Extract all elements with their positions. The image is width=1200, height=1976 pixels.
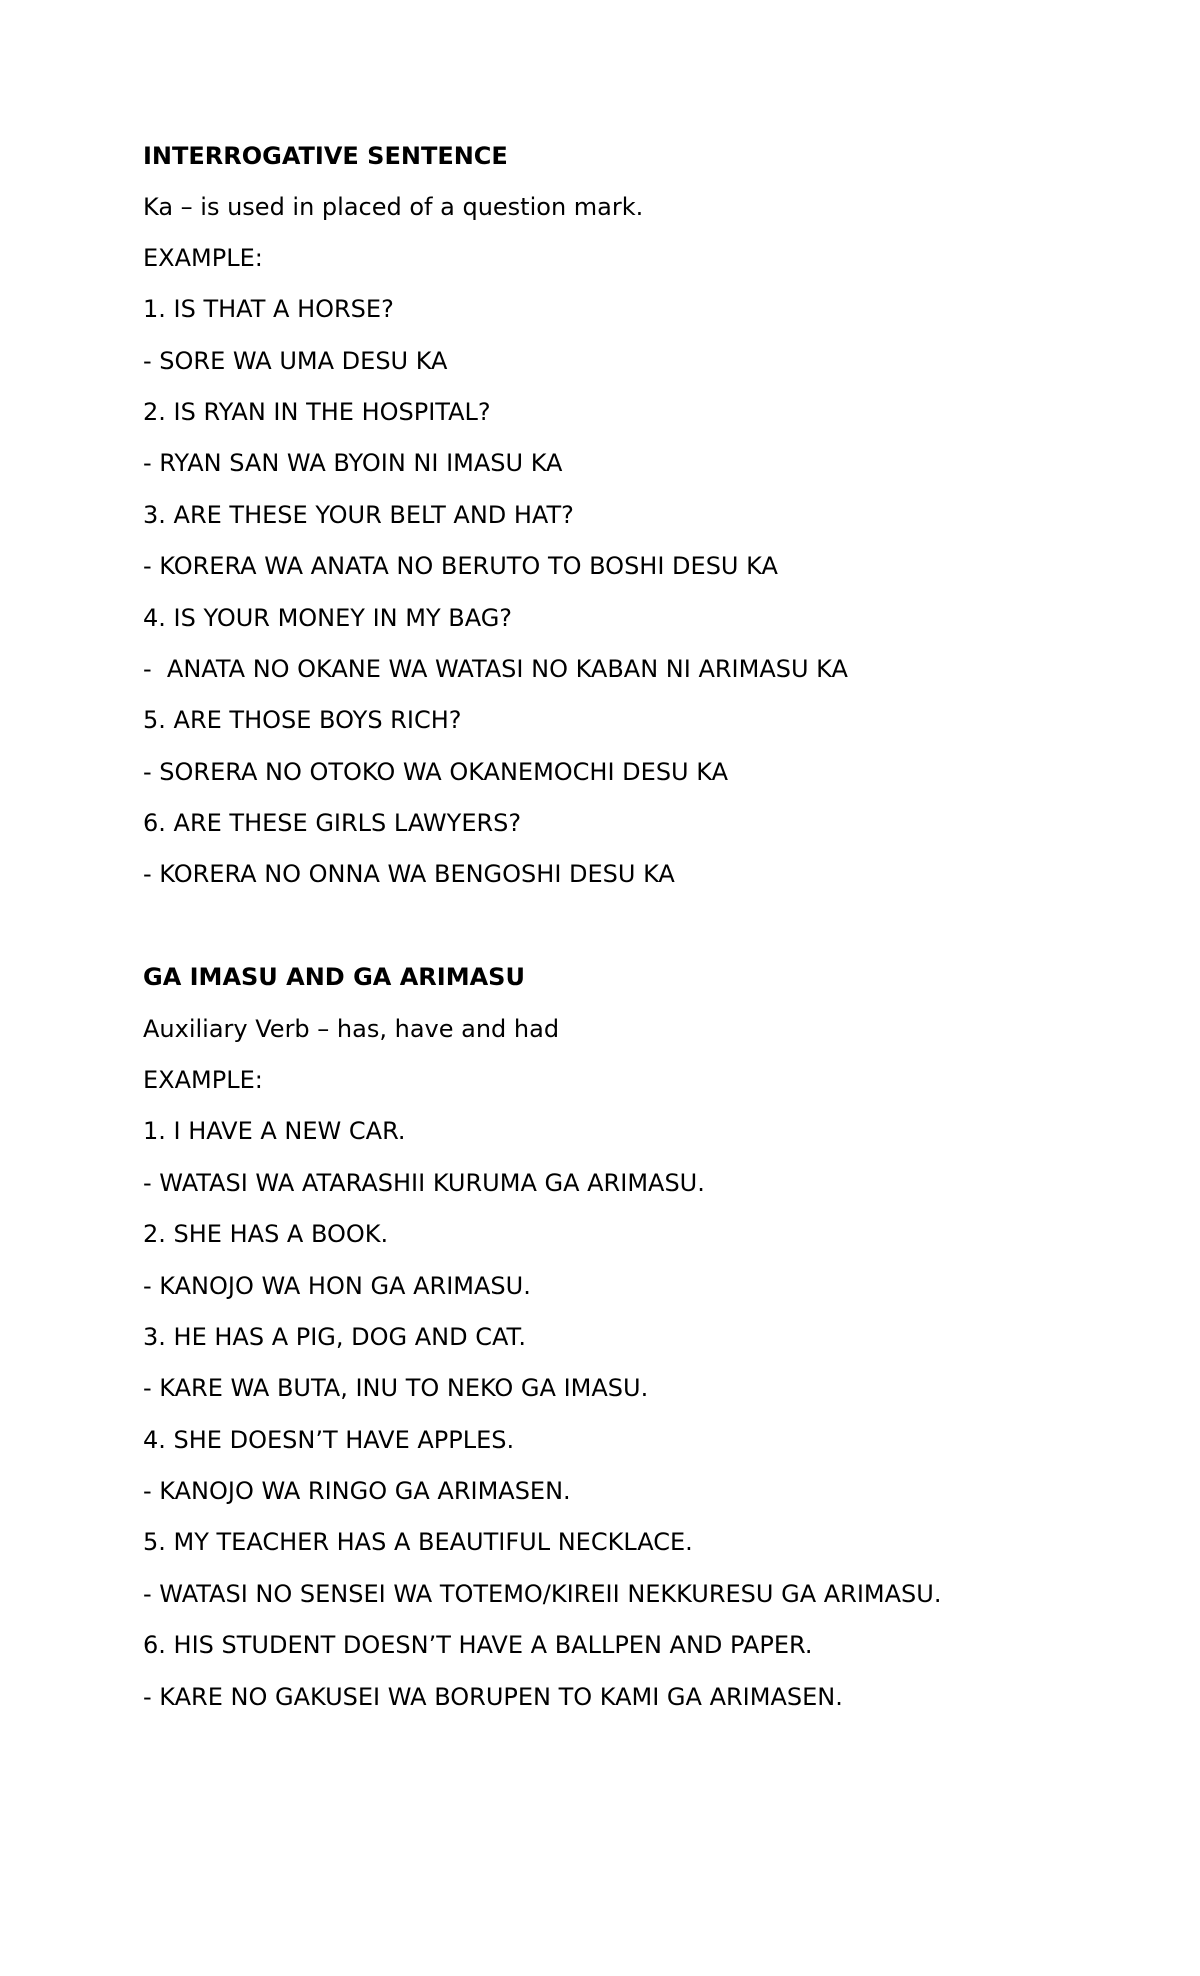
example-answer: - KORERA NO ONNA WA BENGOSHI DESU KA [143, 860, 675, 888]
example-answer: - KANOJO WA HON GA ARIMASU. [143, 1272, 531, 1300]
section-heading-ga-imasu: GA IMASU AND GA ARIMASU [143, 963, 525, 991]
example-question: 6. ARE THESE GIRLS LAWYERS? [143, 809, 522, 837]
example-question: 2. SHE HAS A BOOK. [143, 1220, 389, 1248]
example-question: 5. ARE THOSE BOYS RICH? [143, 706, 462, 734]
example-label: EXAMPLE: [143, 1066, 263, 1094]
example-answer: - WATASI WA ATARASHII KURUMA GA ARIMASU. [143, 1169, 705, 1197]
example-answer: - KANOJO WA RINGO GA ARIMASEN. [143, 1477, 571, 1505]
example-question: 5. MY TEACHER HAS A BEAUTIFUL NECKLACE. [143, 1528, 693, 1556]
example-question: 4. SHE DOESN’T HAVE APPLES. [143, 1426, 515, 1454]
example-question: 3. HE HAS A PIG, DOG AND CAT. [143, 1323, 526, 1351]
example-answer: - ANATA NO OKANE WA WATASI NO KABAN NI ARIMASU KA [143, 655, 848, 683]
section-heading-interrogative: INTERROGATIVE SENTENCE [143, 142, 508, 170]
example-answer: - KORERA WA ANATA NO BERUTO TO BOSHI DESU KA [143, 552, 778, 580]
example-question: 1. I HAVE A NEW CAR. [143, 1117, 406, 1145]
example-question: 2. IS RYAN IN THE HOSPITAL? [143, 398, 491, 426]
example-question: 4. IS YOUR MONEY IN MY BAG? [143, 604, 513, 632]
example-answer: - KARE WA BUTA, INU TO NEKO GA IMASU. [143, 1374, 649, 1402]
example-question: 6. HIS STUDENT DOESN’T HAVE A BALLPEN AND PAPER. [143, 1631, 813, 1659]
example-question: 3. ARE THESE YOUR BELT AND HAT? [143, 501, 574, 529]
section-definition: Ka – is used in placed of a question mark. [143, 193, 644, 221]
example-answer: - RYAN SAN WA BYOIN NI IMASU KA [143, 449, 563, 477]
section-definition: Auxiliary Verb – has, have and had [143, 1015, 560, 1043]
example-answer: - KARE NO GAKUSEI WA BORUPEN TO KAMI GA ARIMASEN. [143, 1683, 843, 1711]
example-question: 1. IS THAT A HORSE? [143, 295, 394, 323]
example-answer: - WATASI NO SENSEI WA TOTEMO/KIREII NEKKURESU GA ARIMASU. [143, 1580, 942, 1608]
example-label: EXAMPLE: [143, 244, 263, 272]
example-answer: - SORE WA UMA DESU KA [143, 347, 448, 375]
example-answer: - SORERA NO OTOKO WA OKANEMOCHI DESU KA [143, 758, 728, 786]
